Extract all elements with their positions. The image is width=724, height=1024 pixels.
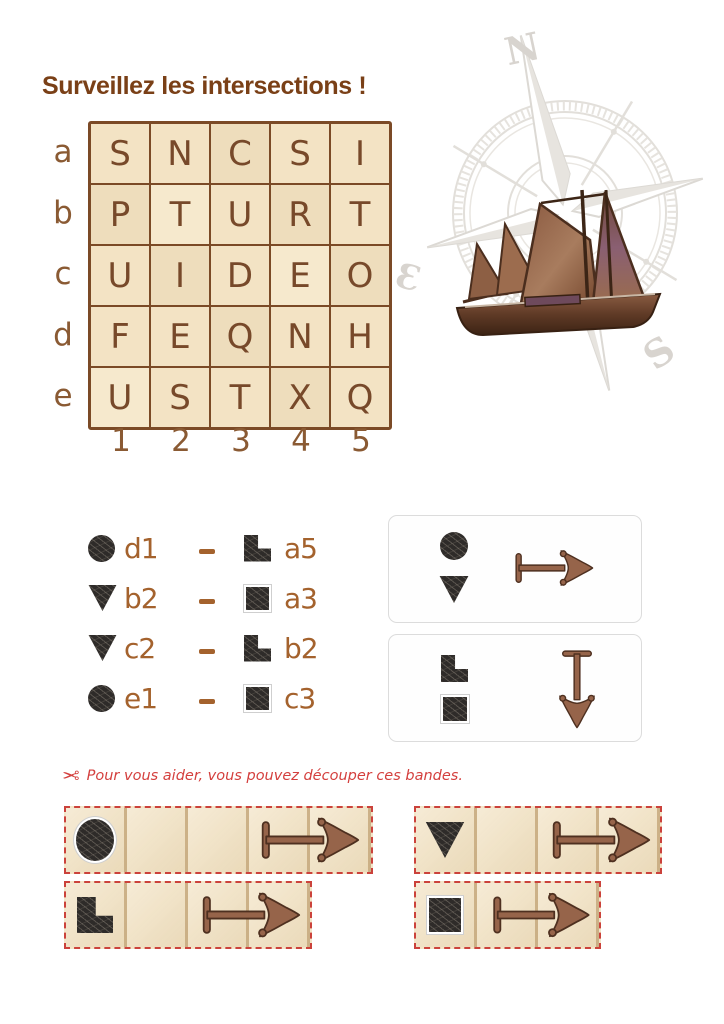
triangle-icon [88,585,117,611]
arrow-right-icon [488,890,594,940]
circle-icon [76,819,114,861]
row-label-c: c [54,255,72,292]
strip-cell [477,808,538,872]
arrow-down-icon [557,645,597,733]
corner-icon [244,535,271,562]
triangle-icon [88,635,117,661]
circle-icon [88,535,115,562]
coordinate-pairs-list [88,523,348,723]
grid-col-labels [91,421,391,461]
pair-right-coord: c3 [284,681,316,715]
grid-cell-c1: U [91,246,149,305]
cut-note-text: Pour vous aider, vous pouvez découper ces bandes. [86,768,463,784]
grid-cell-c4: E [271,246,329,305]
square-icon [429,898,461,932]
square-icon [246,587,269,610]
triangle-icon [439,576,469,603]
pair-left-coord: c2 [124,631,156,665]
col-label-2: 2 [171,423,191,459]
arrow-right-icon [510,548,598,588]
grid-cell-e4: X [271,368,329,427]
grid-cell-a2: N [151,124,209,183]
circle-icon [440,532,468,560]
legend-box-vertical [388,634,642,742]
grid-cell-c2: I [151,246,209,305]
dash-separator [199,589,215,608]
ship-illustration [455,182,675,360]
cut-note [62,764,463,788]
cutout-strip-triangle [414,806,662,874]
grid-cell-b3: U [211,185,269,244]
cutout-strip-circle [64,806,373,874]
pair-row-2 [88,573,348,623]
strip-cell [416,883,477,947]
page-title: Surveillez les intersections ! [42,72,367,100]
grid-cell-d2: E [151,307,209,366]
row-label-d: d [53,316,73,353]
square-icon [246,687,269,710]
col-label-1: 1 [111,423,131,459]
pair-row-3 [88,623,348,673]
strip-cell [188,808,249,872]
cutout-strip-corner [64,881,312,949]
corner-icon [244,635,271,662]
grid-cell-d3: Q [211,307,269,366]
col-label-4: 4 [291,423,311,459]
col-label-5: 5 [351,423,371,459]
col-label-3: 3 [231,423,251,459]
arrow-right-icon [197,890,305,940]
strip-cell [66,883,127,947]
strip-cell [127,883,188,947]
pair-row-1 [88,523,348,573]
square-icon [443,697,467,721]
grid-cell-e3: T [211,368,269,427]
pair-left-coord: e1 [124,681,158,715]
scissors-icon: ✂ [62,764,80,788]
grid-cell-e5: Q [331,368,389,427]
arrow-right-icon [254,815,366,865]
dash-separator [199,639,215,658]
grid-row-labels [46,121,80,426]
compass-east-label: Ɛ [391,255,426,301]
grid-cell-d5: H [331,307,389,366]
pair-right-coord: a5 [284,531,317,565]
row-label-e: e [53,377,73,414]
grid-cell-e1: U [91,368,149,427]
grid-cell-d4: N [271,307,329,366]
compass-south-label: S [634,326,683,379]
grid-cell-b4: R [271,185,329,244]
letter-grid [88,121,392,430]
dash-separator [199,689,215,708]
grid-cell-c5: O [331,246,389,305]
pair-right-coord: a3 [284,581,317,615]
corner-icon [77,897,113,933]
grid-cell-c3: D [211,246,269,305]
corner-icon [441,655,468,682]
grid-cell-b2: T [151,185,209,244]
pair-left-coord: b2 [124,581,158,615]
row-label-a: a [53,133,73,170]
circle-icon [88,685,115,712]
strip-cell [416,808,477,872]
grid-cell-a1: S [91,124,149,183]
grid-cell-b5: T [331,185,389,244]
strip-cell [127,808,188,872]
arrow-right-icon [547,815,655,865]
pair-left-coord: d1 [124,531,158,565]
grid-cell-a3: C [211,124,269,183]
grid-cell-b1: P [91,185,149,244]
legend-box-horizontal [388,515,642,623]
strip-cell [66,808,127,872]
row-label-b: b [53,194,73,231]
dash-separator [199,539,215,558]
grid-cell-d1: F [91,307,149,366]
grid-cell-a4: S [271,124,329,183]
cutout-strip-square [414,881,601,949]
grid-cell-a5: I [331,124,389,183]
compass-north-label: N [500,22,545,75]
triangle-icon [425,822,465,858]
pair-right-coord: b2 [284,631,318,665]
pair-row-4 [88,673,348,723]
grid-cell-e2: S [151,368,209,427]
